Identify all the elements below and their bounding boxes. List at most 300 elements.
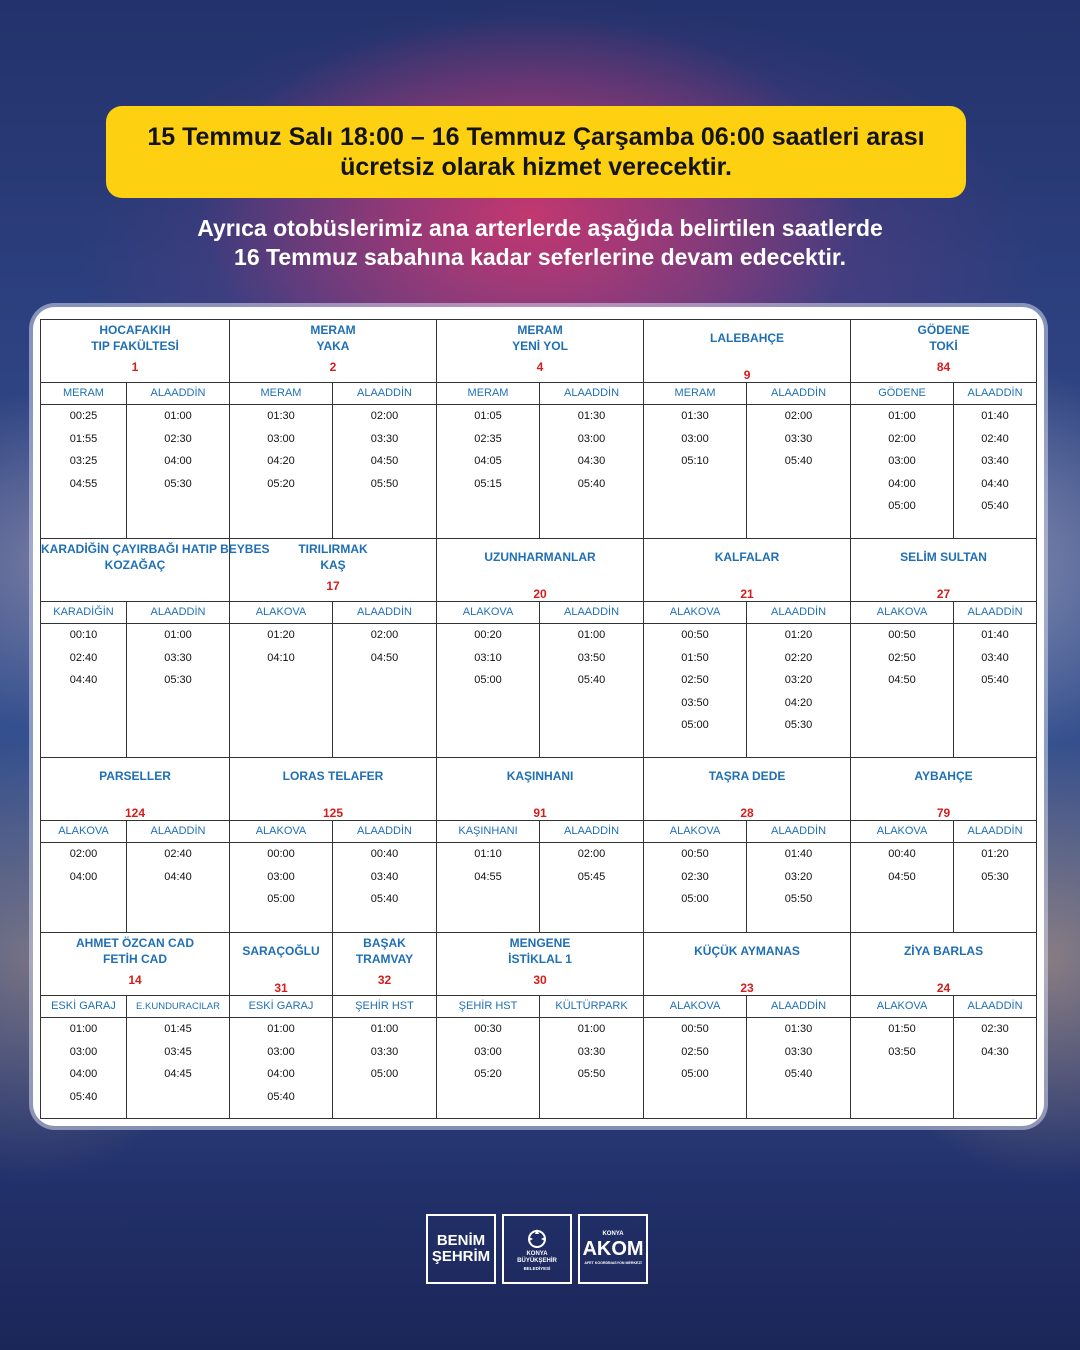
- subtitle: [80, 214, 1000, 272]
- route-name: HOCAFAKIH: [99, 323, 171, 337]
- route-header: [333, 933, 437, 996]
- departure-times: [437, 1018, 540, 1119]
- departure-time: 02:30: [981, 1023, 1009, 1035]
- route-number: 9: [743, 368, 751, 382]
- route-name: SARAÇOĞLU: [242, 944, 320, 958]
- direction-label: ESKİ GARAJ: [41, 996, 127, 1018]
- departure-time: 03:00: [69, 1045, 98, 1058]
- footer-logos: [426, 1214, 648, 1284]
- route-name: TOKİ: [929, 339, 958, 353]
- route-name: KALFALAR: [714, 550, 780, 564]
- crest-icon: [524, 1227, 550, 1251]
- route-number: 27: [936, 587, 951, 601]
- departure-times: [127, 624, 230, 758]
- departure-time: 05:00: [681, 1068, 709, 1080]
- route-number: 4: [536, 360, 544, 374]
- konya-buyuksehir-logo: KONYA BÜYÜKŞEHİR BELEDİYESİ: [502, 1214, 572, 1284]
- departure-times: [540, 624, 644, 758]
- departure-times: [437, 405, 540, 539]
- direction-label: ALAADDİN: [747, 821, 851, 843]
- departure-times: [333, 843, 437, 933]
- departure-time: 04:45: [164, 1068, 192, 1080]
- departure-time: 03:40: [981, 455, 1009, 467]
- departure-time: 05:40: [784, 455, 813, 467]
- departure-times: [540, 1018, 644, 1119]
- route-header: [644, 758, 851, 821]
- departure-time: 00:50: [681, 629, 709, 641]
- departure-time: 04:10: [267, 651, 295, 664]
- departure-time: 03:00: [888, 455, 916, 467]
- departure-time: 03:00: [681, 432, 709, 445]
- departure-times: [127, 843, 230, 933]
- route-name: FETİH CAD: [103, 952, 167, 966]
- departure-time: 01:55: [69, 432, 98, 445]
- direction-label: MERAM: [41, 383, 127, 405]
- departure-time: 05:30: [164, 477, 192, 490]
- departure-times: [41, 843, 127, 933]
- departure-times: [333, 624, 437, 758]
- direction-label: ALAADDİN: [127, 602, 230, 624]
- departure-time: 05:50: [370, 477, 399, 490]
- route-header: [851, 933, 1037, 996]
- departure-times: [747, 1018, 851, 1119]
- departure-time: 03:40: [981, 651, 1009, 664]
- departure-time: 03:45: [164, 1045, 192, 1058]
- departure-time: 02:40: [981, 432, 1009, 445]
- departure-times: [437, 624, 540, 758]
- departure-time: 04:00: [267, 1068, 295, 1080]
- direction-label: ALAKOVA: [437, 602, 540, 624]
- departure-time: 01:20: [267, 629, 295, 641]
- benim-sehrim-logo: BENİM ŞEHRİM: [426, 1214, 496, 1284]
- departure-times: [41, 405, 127, 539]
- departure-time: 01:40: [981, 629, 1009, 641]
- route-name: MERAM: [310, 323, 356, 337]
- route-number: 125: [322, 806, 344, 820]
- departure-time: 00:00: [267, 848, 295, 860]
- departure-time: 03:00: [267, 1045, 295, 1058]
- departure-time: 04:40: [164, 870, 192, 883]
- departure-times: [540, 405, 644, 539]
- times-row: [41, 624, 1037, 758]
- departure-time: 05:40: [370, 893, 399, 905]
- departure-time: 01:40: [981, 410, 1009, 422]
- departure-time: 05:40: [69, 1090, 98, 1103]
- departure-time: 02:00: [888, 432, 916, 445]
- departure-time: 02:30: [681, 870, 709, 883]
- times-row: [41, 1018, 1037, 1119]
- departure-time: 05:30: [981, 870, 1009, 883]
- departure-times: [954, 1018, 1037, 1119]
- route-header: [41, 758, 230, 821]
- direction-label: ALAADDİN: [540, 383, 644, 405]
- departure-time: 03:40: [370, 870, 399, 883]
- departure-time: 03:30: [577, 1045, 606, 1058]
- departure-time: 05:40: [577, 477, 606, 490]
- direction-label: ALAKOVA: [644, 821, 747, 843]
- direction-label: ALAADDİN: [127, 383, 230, 405]
- departure-time: 05:00: [370, 1068, 399, 1080]
- banner-line-2: ücretsiz olarak hizmet verecektir.: [340, 153, 732, 181]
- route-number: 2: [329, 360, 337, 374]
- departure-time: 02:20: [784, 651, 813, 664]
- departure-time: 05:50: [577, 1068, 606, 1080]
- departure-times: [644, 405, 747, 539]
- route-name: TRAMVAY: [355, 952, 414, 966]
- route-name: MERAM: [517, 323, 563, 337]
- departure-times: [851, 1018, 954, 1119]
- departure-times: [644, 843, 747, 933]
- departure-time: 05:30: [784, 719, 813, 731]
- departure-time: 04:55: [474, 870, 502, 883]
- route-number: 32: [377, 973, 392, 987]
- direction-label: ALAADDİN: [333, 383, 437, 405]
- departure-time: 01:40: [784, 848, 813, 860]
- departure-time: 01:10: [474, 848, 502, 860]
- departure-times: [127, 405, 230, 539]
- direction-label: ESKİ GARAJ: [230, 996, 333, 1018]
- direction-label: MERAM: [230, 383, 333, 405]
- departure-time: 03:00: [577, 432, 606, 445]
- direction-label: ALAADDİN: [540, 602, 644, 624]
- departure-time: 02:00: [370, 629, 399, 641]
- departure-time: 03:30: [784, 1045, 813, 1058]
- direction-label: MERAM: [437, 383, 540, 405]
- departure-times: [644, 1018, 747, 1119]
- route-name: KÜÇÜK AYMANAS: [694, 944, 800, 958]
- banner-line-1: 15 Temmuz Salı 18:00 – 16 Temmuz Çarşamba 06:00 saatleri arası: [147, 123, 925, 151]
- departure-time: 00:10: [69, 629, 98, 641]
- route-header: [41, 539, 270, 602]
- departure-time: 02:40: [69, 651, 98, 664]
- route-header: [851, 320, 1037, 383]
- direction-label: ALAKOVA: [851, 821, 954, 843]
- departure-time: 04:50: [888, 674, 916, 686]
- route-header: [230, 758, 437, 821]
- route-name: KAŞINHANI: [506, 769, 574, 783]
- departure-time: 02:00: [784, 410, 813, 422]
- departure-time: 05:45: [577, 870, 606, 883]
- departure-time: 04:50: [370, 651, 399, 664]
- departure-time: 04:00: [69, 870, 98, 883]
- departure-times: [127, 1018, 230, 1119]
- route-number: 17: [326, 579, 340, 593]
- departure-time: 05:50: [784, 893, 813, 905]
- route-header: [437, 539, 644, 602]
- departure-time: 03:30: [164, 651, 192, 664]
- departure-time: 03:30: [370, 1045, 399, 1058]
- direction-label: ALAKOVA: [230, 821, 333, 843]
- announcement-banner: [106, 106, 966, 198]
- departure-time: 03:10: [474, 651, 502, 664]
- departure-time: 02:30: [164, 432, 192, 445]
- departure-times: [230, 843, 333, 933]
- route-name: YAKA: [316, 339, 350, 353]
- departure-time: 04:30: [981, 1045, 1009, 1058]
- direction-label: ALAADDİN: [540, 821, 644, 843]
- departure-times: [644, 624, 747, 758]
- direction-label: MERAM: [644, 383, 747, 405]
- route-name: MENGENE: [509, 936, 571, 950]
- departure-time: 05:10: [681, 455, 709, 467]
- departure-time: 05:00: [888, 500, 916, 512]
- route-header: [41, 933, 230, 996]
- route-header: [41, 320, 230, 383]
- route-name: KARADİĞİN ÇAYIRBAĞI HATIP BEYBES: [41, 542, 270, 556]
- departure-time: 00:40: [888, 848, 916, 860]
- direction-label: ALAADDİN: [747, 602, 851, 624]
- departure-time: 01:00: [164, 410, 192, 422]
- departure-time: 04:00: [69, 1068, 98, 1080]
- direction-row: [41, 383, 1037, 405]
- route-number: 24: [936, 981, 951, 995]
- direction-label: ALAADDİN: [747, 996, 851, 1018]
- route-number: 31: [274, 981, 288, 995]
- schedule-card: [33, 307, 1044, 1126]
- subtitle-line-2: 16 Temmuz sabahına kadar seferlerine devam edecektir.: [234, 244, 846, 270]
- departure-times: [333, 405, 437, 539]
- departure-times: [230, 405, 333, 539]
- route-name: LALEBAHÇE: [710, 331, 785, 345]
- departure-time: 01:45: [164, 1023, 192, 1035]
- departure-time: 05:40: [784, 1068, 813, 1080]
- departure-time: 05:40: [577, 674, 606, 686]
- departure-time: 02:50: [888, 651, 916, 664]
- departure-time: 04:50: [370, 455, 399, 467]
- departure-time: 03:00: [267, 432, 295, 445]
- departure-time: 00:30: [474, 1023, 502, 1035]
- departure-times: [954, 405, 1037, 539]
- departure-times: [747, 624, 851, 758]
- departure-time: 01:00: [267, 1023, 295, 1035]
- departure-times: [437, 843, 540, 933]
- route-name: PARSELLER: [99, 769, 171, 783]
- departure-time: 01:00: [888, 410, 916, 422]
- schedule-table: [40, 319, 1037, 1119]
- route-name: İSTİKLAL 1: [508, 952, 572, 966]
- route-name: KAŞ: [320, 558, 346, 572]
- direction-label: ALAADDİN: [954, 383, 1037, 405]
- route-number: [41, 579, 229, 593]
- departure-time: 00:20: [474, 629, 502, 641]
- route-header-row: [41, 320, 1037, 383]
- direction-label: KARADİĞİN: [41, 602, 127, 624]
- departure-times: [540, 843, 644, 933]
- direction-label: ALAADDİN: [127, 821, 230, 843]
- route-name: AYBAHÇE: [914, 769, 973, 783]
- departure-time: 04:00: [164, 455, 192, 467]
- route-header-row: [41, 933, 1037, 996]
- akom-logo: KONYA AKOM AFET KOORDİNASYON MERKEZİ: [578, 1214, 648, 1284]
- direction-row: [41, 996, 1037, 1018]
- direction-label: KAŞINHANI: [437, 821, 540, 843]
- route-header: [230, 320, 437, 383]
- direction-row: [41, 602, 1037, 624]
- departure-times: [230, 624, 333, 758]
- departure-times: [851, 405, 954, 539]
- departure-time: 05:20: [267, 477, 295, 490]
- departure-time: 03:20: [784, 674, 813, 686]
- direction-label: ALAADDİN: [333, 602, 437, 624]
- departure-time: 03:30: [370, 432, 399, 445]
- route-number: 14: [128, 973, 142, 987]
- direction-label: ALAKOVA: [230, 602, 333, 624]
- route-number: 79: [936, 806, 951, 820]
- departure-time: 05:00: [474, 674, 502, 686]
- departure-time: 00:40: [370, 848, 399, 860]
- route-name: TAŞRA DEDE: [708, 769, 786, 783]
- times-row: [41, 843, 1037, 933]
- departure-time: 01:00: [164, 629, 192, 641]
- route-header: [851, 539, 1037, 602]
- route-number: 23: [740, 981, 754, 995]
- departure-time: 03:20: [784, 870, 813, 883]
- times-row: [41, 405, 1037, 539]
- departure-times: [230, 1018, 333, 1119]
- departure-time: 01:00: [577, 629, 606, 641]
- departure-time: 05:40: [981, 500, 1009, 512]
- direction-label: KÜLTÜRPARK: [540, 996, 644, 1018]
- route-header: [644, 933, 851, 996]
- departure-times: [954, 843, 1037, 933]
- departure-time: 03:25: [69, 455, 98, 467]
- route-header: [437, 933, 644, 996]
- departure-time: 02:50: [681, 1045, 709, 1058]
- departure-time: 02:00: [69, 848, 98, 860]
- departure-time: 02:40: [164, 848, 192, 860]
- direction-row: [41, 821, 1037, 843]
- route-name: TIP FAKÜLTESİ: [91, 339, 179, 353]
- departure-time: 04:40: [981, 477, 1009, 490]
- direction-label: ALAADDİN: [954, 996, 1037, 1018]
- departure-time: 03:50: [681, 696, 709, 709]
- departure-time: 01:30: [267, 410, 295, 422]
- departure-time: 04:55: [69, 477, 98, 490]
- route-name: AHMET ÖZCAN CAD: [76, 936, 194, 950]
- route-header: [644, 539, 851, 602]
- departure-time: 01:00: [370, 1023, 399, 1035]
- route-name: TIRILIRMAK: [298, 542, 368, 556]
- departure-time: 03:30: [784, 432, 813, 445]
- departure-time: 01:20: [784, 629, 813, 641]
- departure-time: 00:25: [69, 410, 98, 422]
- departure-time: 05:40: [267, 1090, 295, 1103]
- direction-label: ALAADDİN: [333, 821, 437, 843]
- route-number: 1: [131, 360, 139, 374]
- direction-label: ŞEHİR HST: [437, 996, 540, 1018]
- route-name: UZUNHARMANLAR: [484, 550, 596, 564]
- route-name: GÖDENE: [917, 323, 970, 337]
- route-number: 30: [533, 973, 547, 987]
- departure-time: 00:50: [888, 629, 916, 641]
- departure-time: 04:05: [474, 455, 502, 467]
- departure-time: 01:50: [681, 651, 709, 664]
- departure-time: 01:50: [888, 1023, 916, 1035]
- direction-label: E.KUNDURACILAR: [127, 996, 230, 1018]
- direction-label: GÖDENE: [851, 383, 954, 405]
- direction-label: ALAKOVA: [851, 996, 954, 1018]
- route-number: 21: [740, 587, 754, 601]
- departure-time: 02:00: [577, 848, 606, 860]
- departure-time: 05:20: [474, 1068, 502, 1080]
- departure-time: 01:30: [681, 410, 709, 422]
- route-number: 91: [533, 806, 547, 820]
- departure-time: 05:40: [981, 674, 1009, 686]
- route-header: [851, 758, 1037, 821]
- departure-times: [747, 843, 851, 933]
- departure-time: 03:50: [888, 1045, 916, 1058]
- departure-time: 04:00: [888, 477, 916, 490]
- route-header: [437, 758, 644, 821]
- departure-times: [41, 624, 127, 758]
- route-number: 84: [936, 360, 951, 374]
- departure-time: 01:30: [784, 1023, 813, 1035]
- direction-label: ALAKOVA: [851, 602, 954, 624]
- route-header-row: [41, 758, 1037, 821]
- departure-time: 04:20: [267, 455, 295, 467]
- departure-time: 04:40: [69, 674, 98, 686]
- departure-time: 01:05: [474, 410, 502, 422]
- departure-time: 01:00: [69, 1023, 98, 1035]
- departure-time: 02:35: [474, 432, 502, 445]
- departure-time: 02:00: [370, 410, 399, 422]
- departure-times: [954, 624, 1037, 758]
- route-number: 20: [533, 587, 547, 601]
- departure-time: 00:50: [681, 1023, 709, 1035]
- departure-time: 02:50: [681, 674, 709, 686]
- departure-time: 03:00: [474, 1045, 502, 1058]
- route-name: ZİYA BARLAS: [903, 944, 984, 958]
- departure-time: 05:30: [164, 674, 192, 686]
- route-header: [230, 933, 333, 996]
- departure-times: [41, 1018, 127, 1119]
- departure-time: 04:20: [784, 696, 813, 709]
- departure-times: [747, 405, 851, 539]
- departure-times: [333, 1018, 437, 1119]
- subtitle-line-1: Ayrıca otobüslerimiz ana arterlerde aşağıda belirtilen saatlerde: [197, 215, 883, 241]
- direction-label: ŞEHİR HST: [333, 996, 437, 1018]
- direction-label: ALAKOVA: [644, 996, 747, 1018]
- route-name: LORAS TELAFER: [282, 769, 384, 783]
- route-number: 124: [124, 806, 146, 820]
- departure-time: 04:50: [888, 870, 916, 883]
- route-name: BAŞAK: [363, 936, 406, 950]
- direction-label: ALAADDİN: [747, 383, 851, 405]
- route-number: 28: [740, 806, 754, 820]
- departure-time: 00:50: [681, 848, 709, 860]
- direction-label: ALAADDİN: [954, 821, 1037, 843]
- route-name: SELİM SULTAN: [900, 550, 987, 564]
- departure-time: 05:00: [681, 719, 709, 731]
- route-name: YENİ YOL: [512, 339, 568, 353]
- departure-times: [851, 843, 954, 933]
- route-header: [437, 320, 644, 383]
- route-name: KOZAĞAÇ: [104, 558, 166, 572]
- route-header-row: [41, 539, 1037, 602]
- departure-time: 05:15: [474, 477, 502, 490]
- direction-label: ALAADDİN: [954, 602, 1037, 624]
- departure-time: 05:00: [267, 893, 295, 905]
- departure-time: 01:30: [577, 410, 606, 422]
- departure-time: 01:20: [981, 848, 1009, 860]
- direction-label: ALAKOVA: [41, 821, 127, 843]
- departure-time: 05:00: [681, 893, 709, 905]
- route-header: [644, 320, 851, 383]
- departure-time: 03:50: [577, 651, 606, 664]
- direction-label: ALAKOVA: [644, 602, 747, 624]
- departure-time: 04:30: [577, 455, 606, 467]
- departure-times: [851, 624, 954, 758]
